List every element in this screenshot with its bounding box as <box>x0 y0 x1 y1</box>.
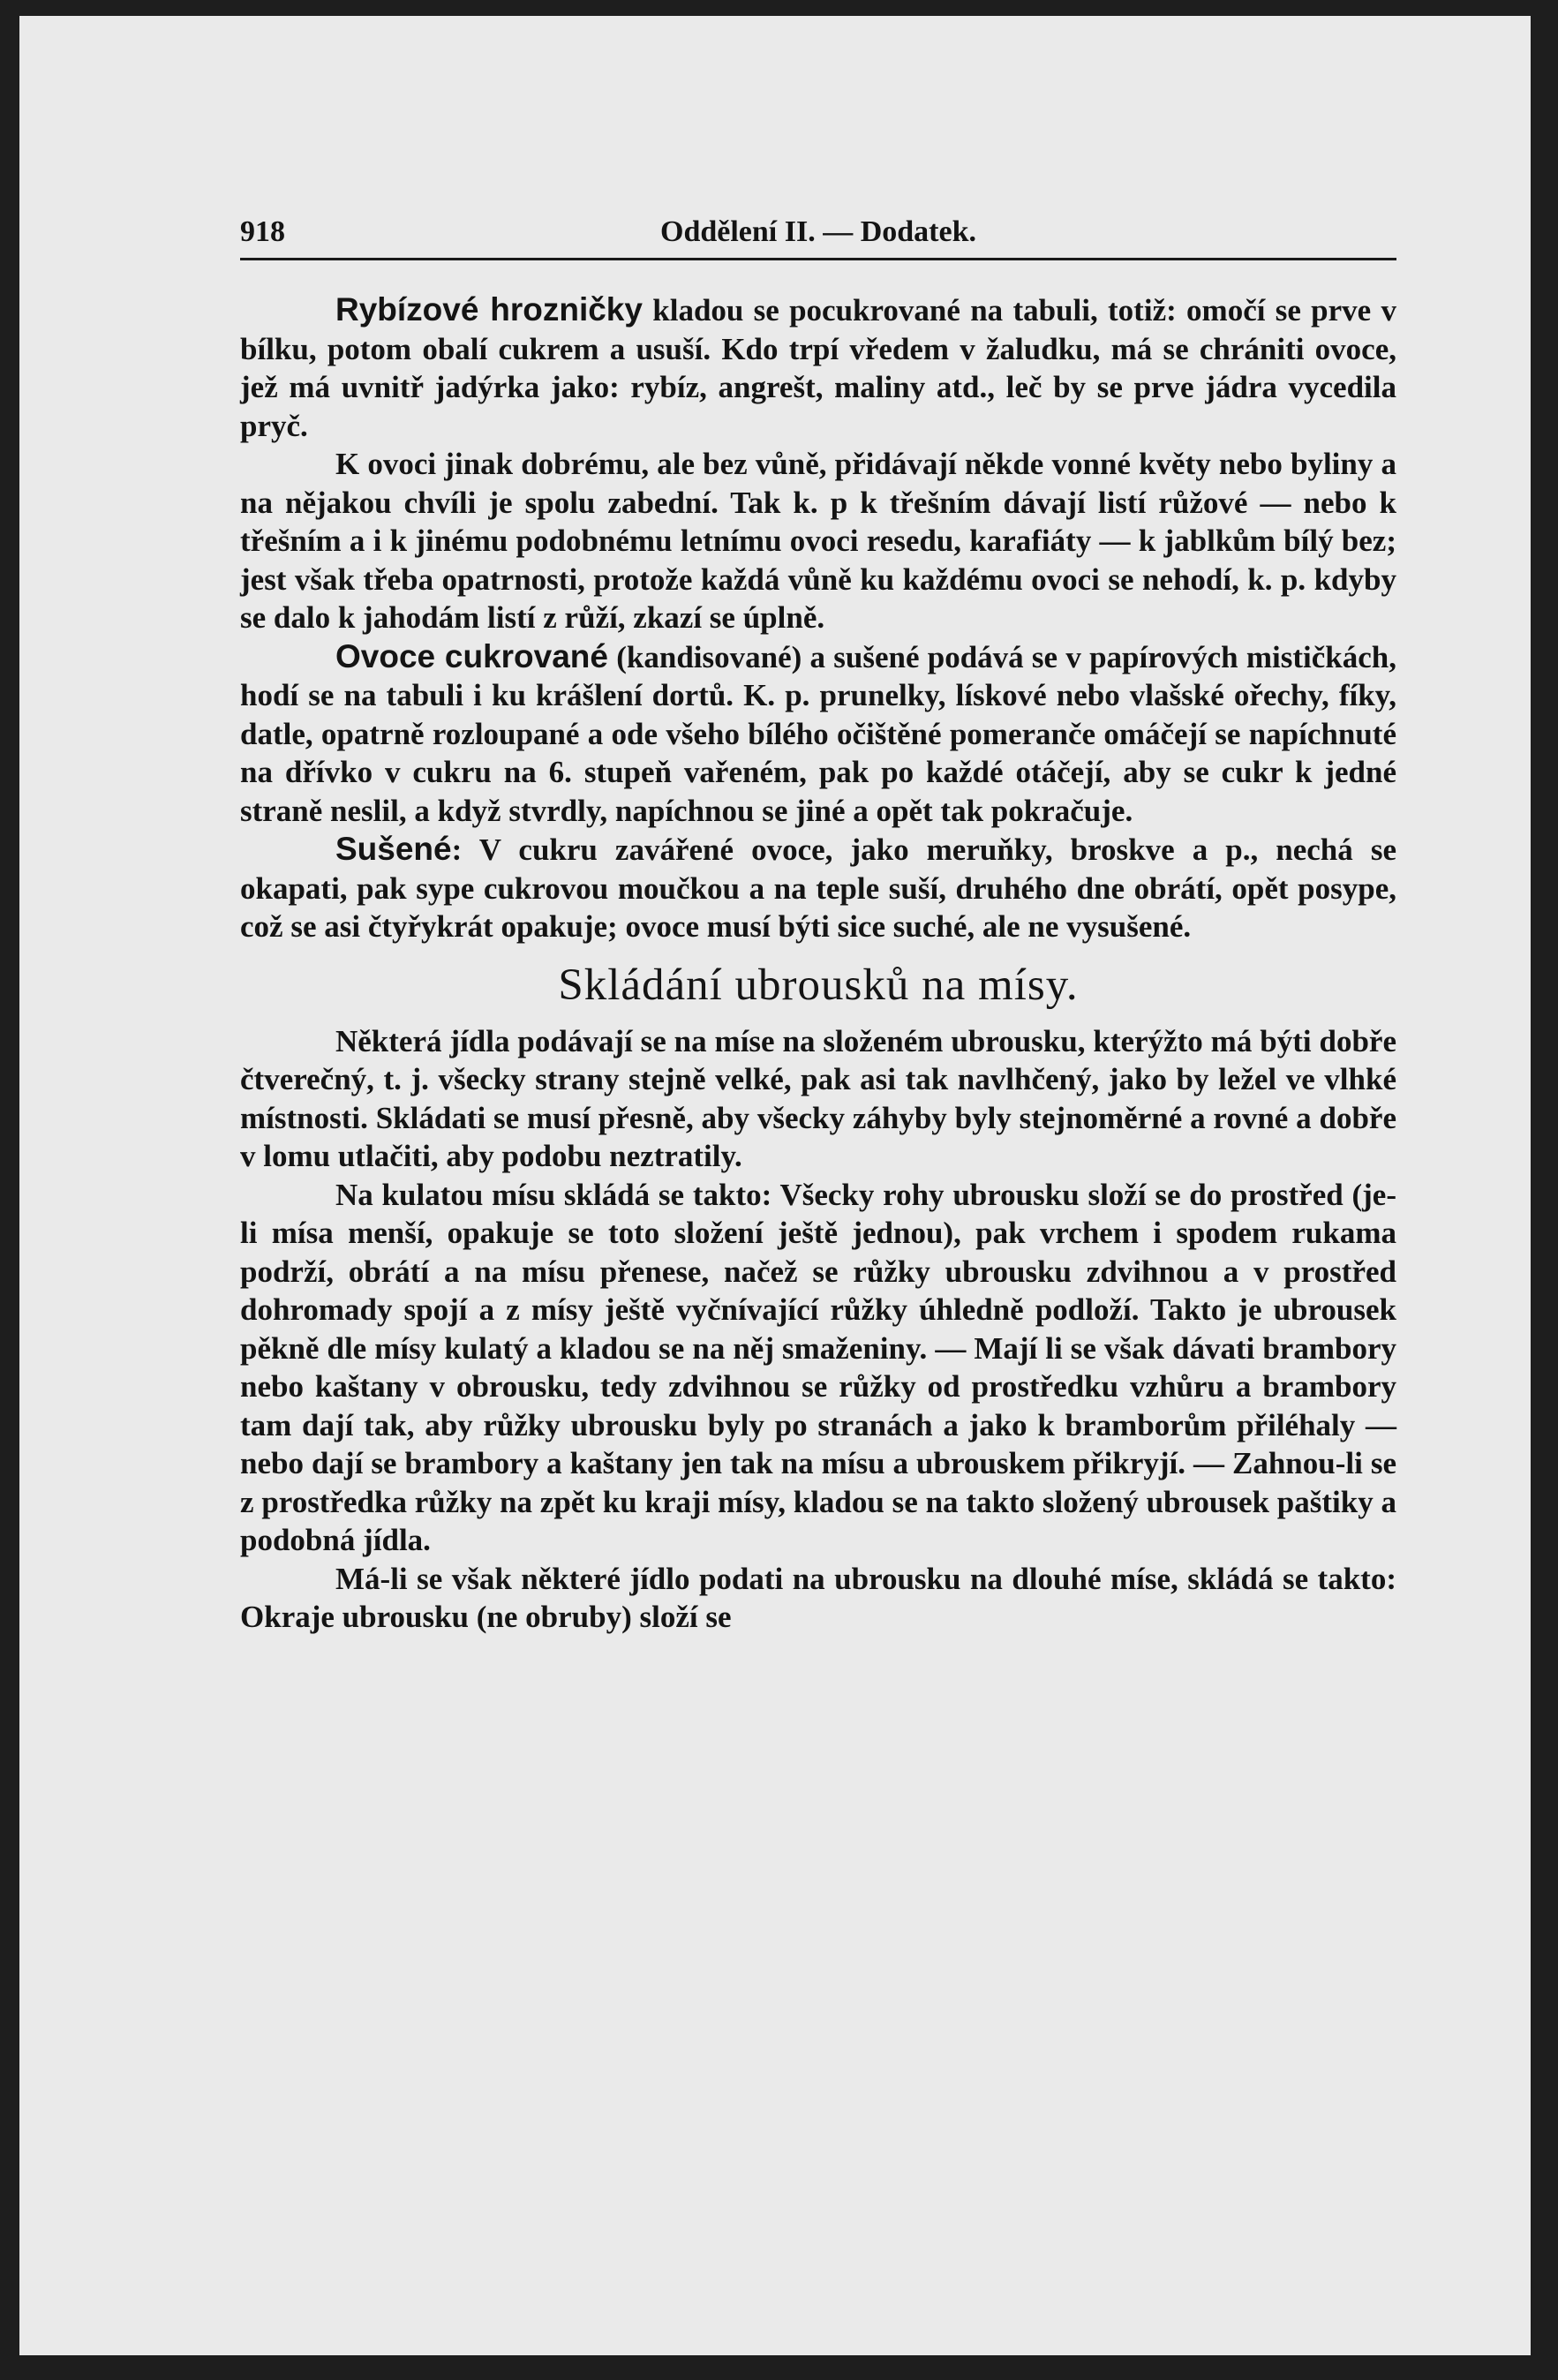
lead-term: Rybízové hrozničky <box>335 291 643 328</box>
running-head <box>240 215 1396 260</box>
paragraph-rybizove-hroznicky <box>240 290 1396 445</box>
paragraph-nektera-jidla: Některá jídla podávají se na míse na složeném ubrousku, kterýžto má býti dobře čtverečný, t. j. všecky strany stejně velké, pak asi tak navlhčený, jako by ležel ve vlhké místnosti. Skládati se musí přesně, aby všecky záhyby byly stejnoměrné a rovné a dobře v lomu utlačiti, aby podobu neztratily. <box>240 1023 1396 1173</box>
header-title: Oddělení II. — Dodatek. <box>660 215 976 248</box>
page-number: 918 <box>240 215 285 248</box>
paragraph-ovoce-cukrovane <box>240 637 1396 831</box>
paragraph-text: (kandisované) a sušené podává se v papírových mističkách, hodí se na tabuli i ku krášlení dortů. K. p. prunelky, lískové nebo vlašské ořechy, fíky, datle, opatrně rozloupané a ode všeho bílého očištěné pomeranče omáčejí se napíchnuté na dřívko v cukru na 6. stupeň vařeném, pak po každé otáčejí, aby se cukr k jedné straně neslil, a když stvrdly, napíchnou se jiné a opět tak pokračuje. <box>240 639 1396 828</box>
section-title: Skládání ubrousků na mísy. <box>558 960 1079 1010</box>
paragraph-susene <box>240 830 1396 946</box>
lead-term: Ovoce cukrované <box>335 637 608 674</box>
paragraph-text: : V cukru zavářené ovoce, jako meruňky, broskve a p., nechá se okapati, pak sype cukrovou moučkou a na teple suší, druhého dne obrátí, opět posype, což se asi čtyřykrát opakuje; ovoce musí býti sice suché, ale ne vysušené. <box>240 832 1396 944</box>
paragraph-vonne-kvety <box>240 445 1396 637</box>
paragraph-text: kladou se pocukrované na tabuli, totiž: omočí se prve v bílku, potom obalí cukrem a usuší. Kdo trpí vředem v žaludku, má se chrániti ovoce, jež má uvnitř jadýrka jako: rybíz, angrešt, maliny atd., leč by se prve jádra vycedila pryč. <box>240 293 1396 443</box>
paragraph-dlouha-misa: Má-li se však některé jídlo podati na ubrousku na dlouhé míse, skládá se takto: Okraje ubrousku (ne obruby) složí se <box>240 1561 1396 1634</box>
paragraph-kulata-misa: Na kulatou mísu skládá se takto: Všecky rohy ubrousku složí se do prostřed (je-li mísa menší, opakuje se toto složení ještě jednou), pak vrchem i spodem rukama podrží, obrátí a na mísu přenese, načež se růžky ubrousku zdvihnou a v prostřed dohromady spojí a z mísy ještě vyčnívající růžky úhledně podloží. Takto je ubrousek pěkně dle mísy kulatý a kladou se na něj smaženiny. — Mají li se však dávati brambory nebo kaštany v obrousku, tedy zdvihnou se růžky od prostředku vzhůru a brambory tam dají tak, aby růžky ubrousku byly po stranách a jako k bramborům přiléhaly — nebo dají se brambory a kaštany jen tak na mísu a ubrouskem přikryjí. — Zahnou-li se z prostředka růžky na zpět ku kraji mísy, kladou se na takto složený ubrousek paštiky a podobná jídla. <box>240 1177 1396 1557</box>
paragraph-text: K ovoci jinak dobrému, ale bez vůně, přidávají někde vonné květy nebo byliny a na nějakou chvíli je spolu zabední. Tak k. p k třešním dávají listí růžové — nebo k třešním a i k jinému podobnému letnímu ovoci resedu, karafiáty — k jablkům bílý bez; jest však třeba opatrnosti, protože každá vůně ku každému ovoci se nehodí, k. p. kdyby se dalo k jahodám listí z růží, zkazí se úplně. <box>240 447 1396 635</box>
book-page <box>19 16 1531 2355</box>
lead-term: Sušené <box>335 831 452 867</box>
text-block <box>240 215 1396 1637</box>
